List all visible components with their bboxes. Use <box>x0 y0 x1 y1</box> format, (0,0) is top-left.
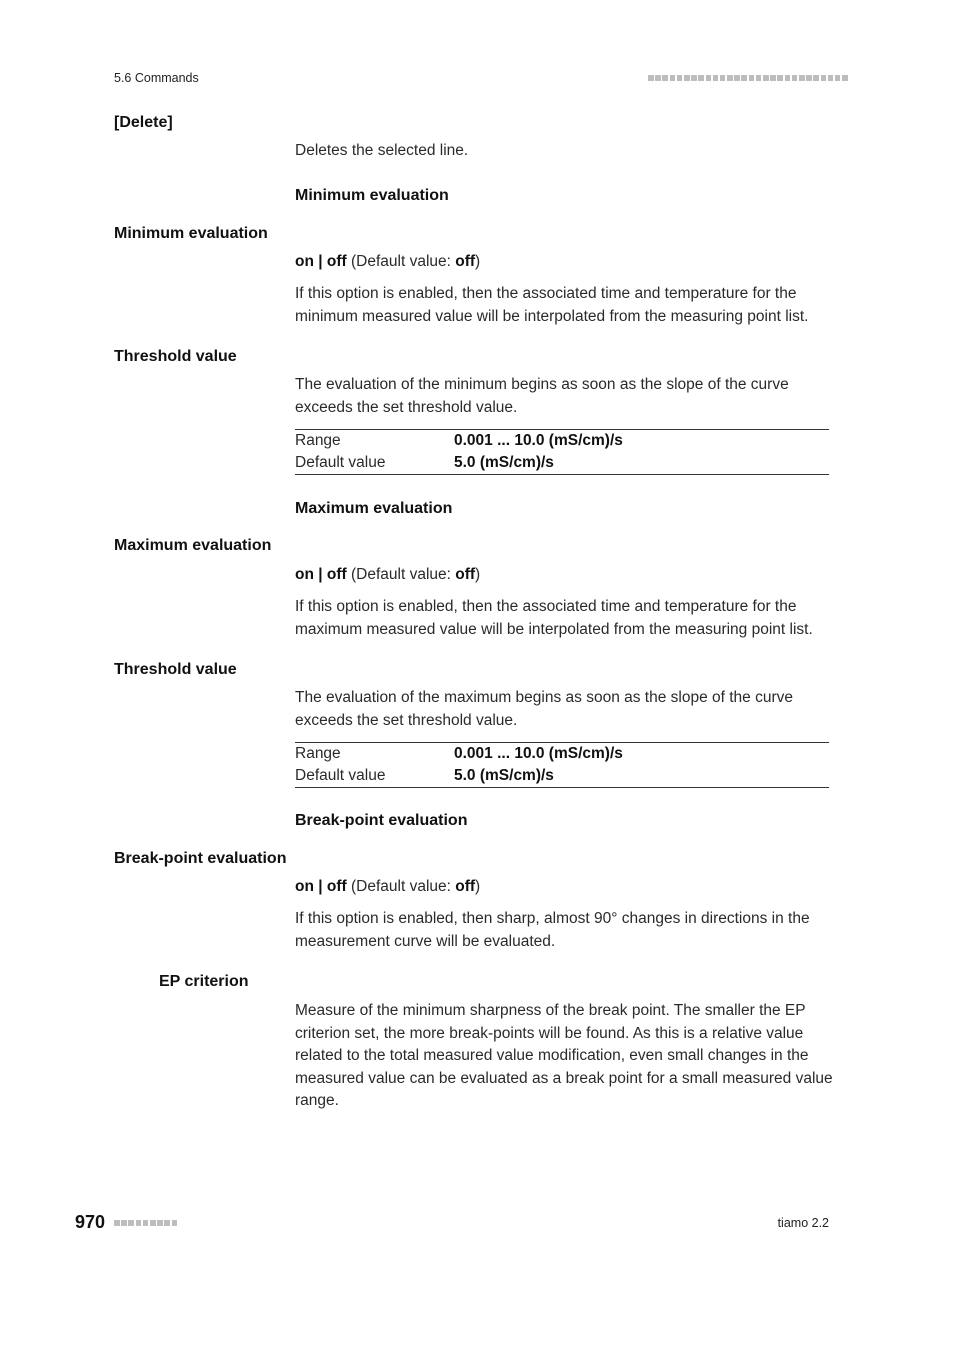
page-number: 970 <box>75 1212 106 1232</box>
table-key: Default value <box>295 767 386 784</box>
parameter-table-maximum <box>295 742 829 788</box>
table-value: 0.001 ... 10.0 (mS/cm)/s <box>454 432 623 449</box>
table-key: Range <box>295 745 341 762</box>
breakpoint-description: If this option is enabled, then sharp, almost 90° changes in directions in the measurement curve will be evaluated. <box>295 910 810 950</box>
default-suffix: ) <box>475 253 481 270</box>
options-label: on | off <box>295 566 347 583</box>
options-label: on | off <box>295 878 347 895</box>
footer-decoration-dots <box>114 1220 177 1226</box>
table-row <box>295 743 829 765</box>
default-prefix: (Default value: <box>346 878 456 895</box>
table-row <box>295 430 829 452</box>
subheading-break-point-evaluation: Break-point evaluation <box>295 812 468 829</box>
default-suffix: ) <box>475 566 481 583</box>
table-row <box>295 765 829 787</box>
term-minimum-evaluation: Minimum evaluation <box>114 225 268 242</box>
minimum-options <box>295 251 835 274</box>
running-header-section: 5.6 Commands <box>114 71 199 85</box>
subheading-maximum-evaluation: Maximum evaluation <box>295 500 453 517</box>
term-delete: [Delete] <box>114 114 173 131</box>
default-value: off <box>455 566 476 583</box>
term-threshold-value-maximum: Threshold value <box>114 661 237 678</box>
footer-product: tiamo 2.2 <box>777 1216 829 1230</box>
maximum-options <box>295 564 835 587</box>
table-value: 5.0 (mS/cm)/s <box>454 454 554 471</box>
default-value: off <box>455 878 476 895</box>
default-prefix: (Default value: <box>346 253 456 270</box>
term-break-point-evaluation: Break-point evaluation <box>114 850 287 867</box>
table-value: 0.001 ... 10.0 (mS/cm)/s <box>454 745 623 762</box>
term-ep-criterion: EP criterion <box>159 973 249 990</box>
breakpoint-options <box>295 876 835 899</box>
table-row <box>295 452 829 474</box>
term-threshold-value-minimum: Threshold value <box>114 348 237 365</box>
default-suffix: ) <box>475 878 481 895</box>
table-key: Range <box>295 432 341 449</box>
term-maximum-evaluation: Maximum evaluation <box>114 537 272 554</box>
header-decoration-dots <box>648 75 848 81</box>
default-prefix: (Default value: <box>346 566 456 583</box>
threshold-maximum-description: The evaluation of the maximum begins as soon as the slope of the curve exceeds the set threshold value. <box>295 689 794 729</box>
threshold-minimum-description: The evaluation of the minimum begins as soon as the slope of the curve exceeds the set threshold value. <box>295 376 789 416</box>
table-value: 5.0 (mS/cm)/s <box>454 767 554 784</box>
ep-criterion-description: Measure of the minimum sharpness of the break point. The smaller the EP criterion set, the more break-points will be found. As this is a relative value related to the total measured value modification, even small changes in the measured value can be evaluated as a break point for a small measured value range. <box>295 1002 833 1109</box>
subheading-minimum-evaluation: Minimum evaluation <box>295 187 449 204</box>
table-key: Default value <box>295 454 386 471</box>
maximum-description: If this option is enabled, then the associated time and temperature for the maximum measured value will be interpolated from the measuring point list. <box>295 598 813 638</box>
parameter-table-minimum <box>295 429 829 475</box>
options-label: on | off <box>295 253 347 270</box>
minimum-description: If this option is enabled, then the associated time and temperature for the minimum measured value will be interpolated from the measuring point list. <box>295 285 809 325</box>
delete-description: Deletes the selected line. <box>295 142 469 159</box>
default-value: off <box>455 253 476 270</box>
